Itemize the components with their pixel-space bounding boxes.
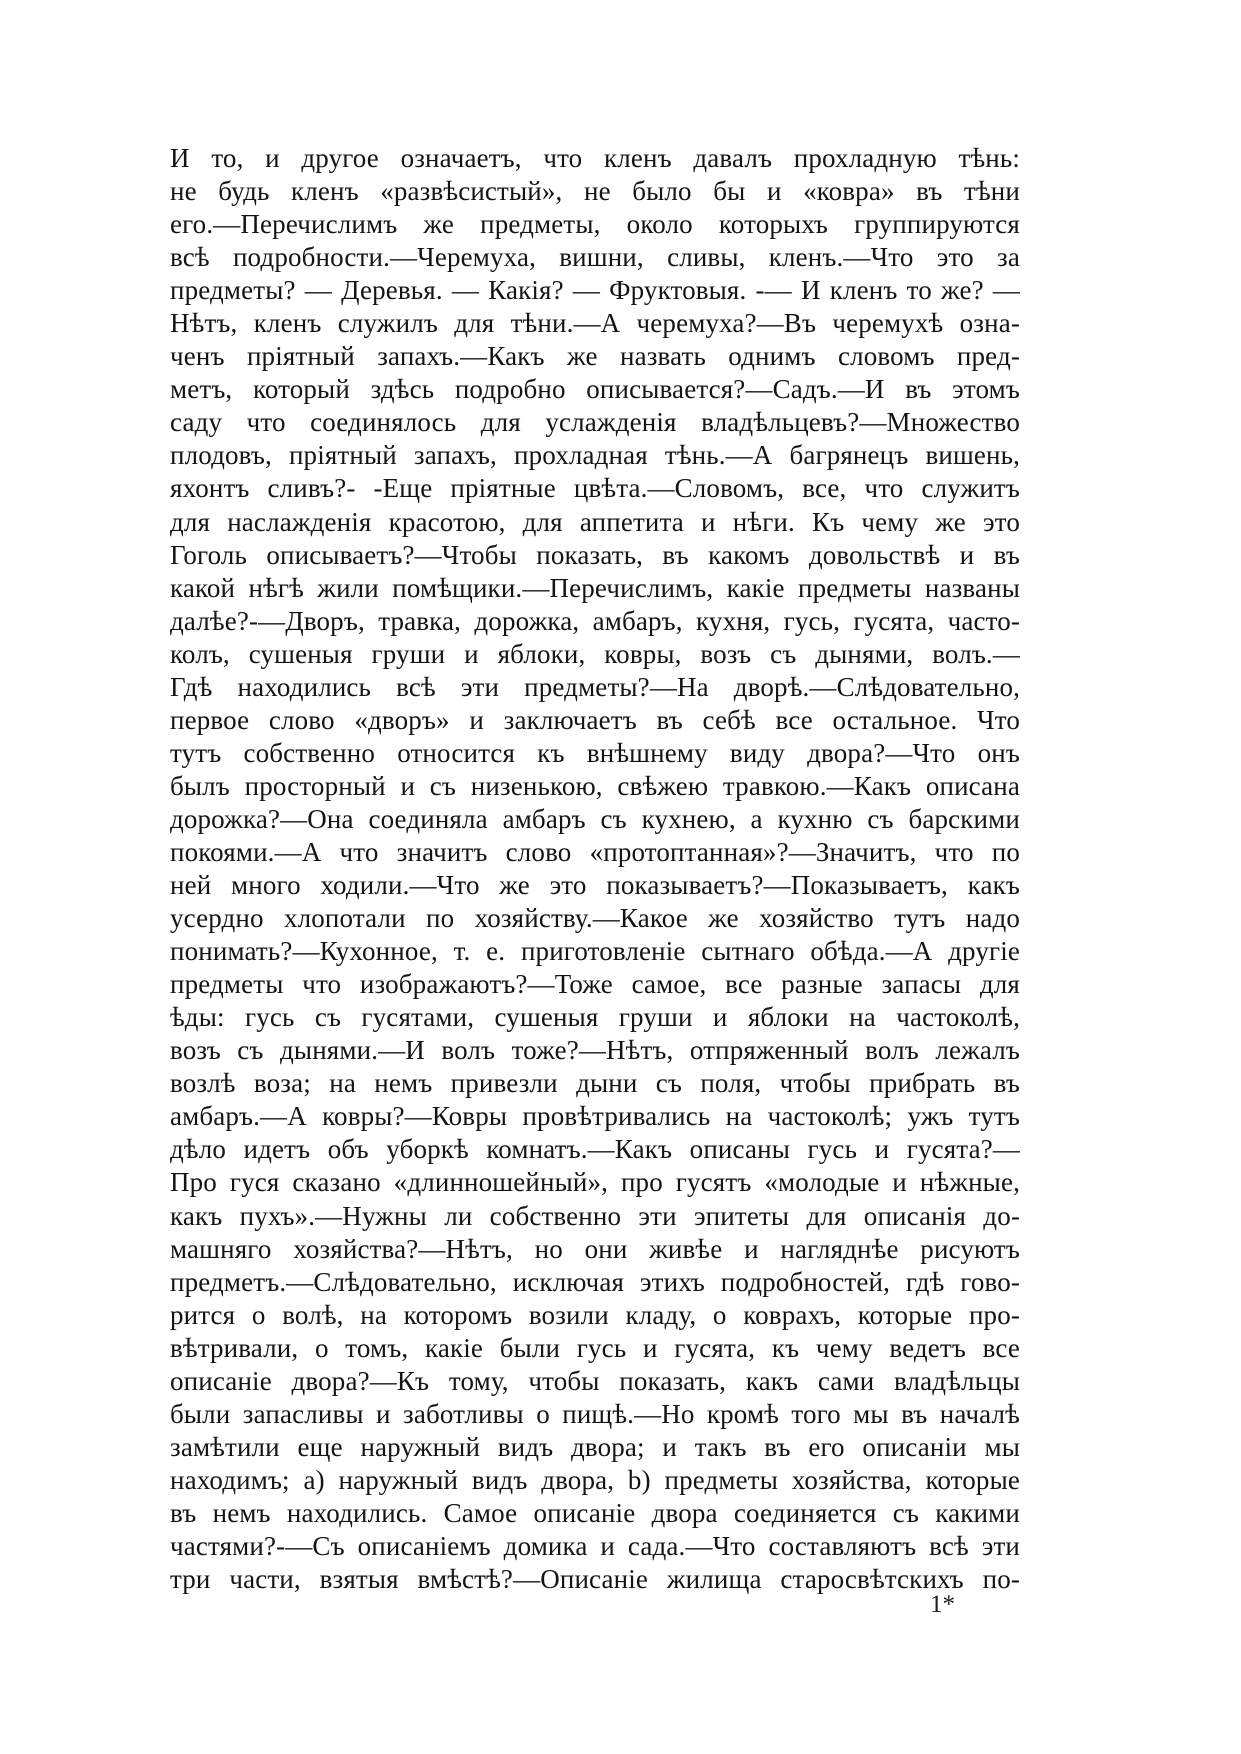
text-line-28: возъ съ дынями.—И волъ тоже?—Нѣтъ, отпряженный волъ лежалъ [170, 1035, 1020, 1066]
text-line-7: ченъ пріятный запахъ.—Какъ же назвать однимъ словомъ пред- [170, 341, 1020, 372]
text-line-17: Гдѣ находились всѣ эти предметы?—На дворѣ.—Слѣдовательно, [170, 671, 1020, 702]
text-line-40: замѣтили еще наружный видъ двора; и такъ въ его описаніи мы [170, 1431, 1020, 1462]
text-line-32: Про гуся сказано «длинношейный», про гусятъ «молодые и нѣжные, [170, 1167, 1020, 1198]
text-line-18: первое слово «дворъ» и заключаетъ въ себѣ все остальное. Что [170, 704, 1020, 735]
text-line-42: въ немъ находились. Самое описаніе двора соединяется съ какими [170, 1497, 1020, 1528]
text-line-41: находимъ; а) наружный видъ двора, b) предметы хозяйства, которые [170, 1464, 1020, 1495]
text-line-2: не будь кленъ «развѣсистый», не было бы и «ковра» въ тѣни [170, 176, 1020, 207]
text-line-27: ѣды: гусь съ гусятами, сушеныя груши и яблоки на частоколѣ, [170, 1002, 1020, 1033]
text-line-26: предметы что изображаютъ?—Тоже самое, все разные запасы для [170, 969, 1020, 1000]
text-line-13: Гоголь описываетъ?—Чтобы показать, въ какомъ довольствѣ и въ [170, 539, 1020, 570]
text-line-33: какъ пухъ».—Нужны ли собственно эти эпитеты для описанія до- [170, 1200, 1020, 1231]
text-line-21: дорожка?—Она соединяла амбаръ съ кухнею, а кухню съ барскими [170, 803, 1020, 834]
text-line-35: предметъ.—Слѣдовательно, исключая этихъ подробностей, гдѣ гово- [170, 1266, 1020, 1297]
text-line-43: частями?-—Съ описаніемъ домика и сада.—Что составляютъ всѣ эти [170, 1530, 1020, 1561]
text-line-16: колъ, сушеныя груши и яблоки, ковры, возъ съ дынями, волъ.— [170, 638, 1020, 669]
text-line-37: вѣтривали, о томъ, какіе были гусь и гусята, къ чему ведетъ все [170, 1332, 1020, 1363]
text-line-3: его.—Перечислимъ же предметы, около которыхъ группируются [170, 209, 1020, 240]
text-line-14: какой нѣгѣ жили помѣщики.—Перечислимъ, какіе предметы названы [170, 572, 1020, 603]
text-line-1: И то, и другое означаетъ, что кленъ давалъ прохладную тѣнь: [170, 143, 1020, 173]
text-line-34: машняго хозяйства?—Нѣтъ, но они живѣе и нагляднѣе рисуютъ [170, 1233, 1020, 1264]
text-line-30: амбаръ.—А ковры?—Ковры провѣтривались на частоколѣ; ужъ тутъ [170, 1101, 1020, 1132]
text-line-5: предметы? — Деревья. — Какія? — Фруктовыя. -— И кленъ то же? — [170, 275, 1020, 306]
text-line-15: далѣе?-—Дворъ, травка, дорожка, амбаръ, кухня, гусь, гусята, часто- [170, 605, 1020, 636]
text-line-11: яхонтъ сливъ?- -Еще пріятные цвѣта.—Словомъ, все, что служитъ [170, 473, 1020, 504]
text-line-19: тутъ собственно относится къ внѣшнему виду двора?—Что онъ [170, 737, 1020, 768]
text-line-6: Нѣтъ, кленъ служилъ для тѣни.—А черемуха?—Въ черемухѣ озна- [170, 308, 1020, 339]
body-text [170, 142, 1020, 1596]
text-line-29: возлѣ воза; на немъ привезли дыни съ поля, чтобы прибрать въ [170, 1068, 1020, 1099]
text-line-22: покоями.—А что значитъ слово «протоптанная»?—Значитъ, что по [170, 836, 1020, 867]
text-line-8: метъ, который здѣсь подробно описывается?—Садъ.—И въ этомъ [170, 374, 1020, 405]
text-line-24: усердно хлопотали по хозяйству.—Какое же хозяйство тутъ надо [170, 903, 1020, 934]
text-line-39: были запасливы и заботливы о пищѣ.—Но кромѣ того мы въ началѣ [170, 1398, 1020, 1429]
text-line-31: дѣло идетъ объ уборкѣ комнатъ.—Какъ описаны гусь и гусята?— [170, 1134, 1020, 1165]
text-line-23: ней много ходили.—Что же это показываетъ?—Показываетъ, какъ [170, 870, 1020, 901]
text-line-12: для наслажденія красотою, для аппетита и нѣги. Къ чему же это [170, 506, 1020, 537]
text-line-10: плодовъ, пріятный запахъ, прохладная тѣнь.—А багрянецъ вишень, [170, 440, 1020, 471]
text-line-4: всѣ подробности.—Черемуха, вишни, сливы, кленъ.—Что это за [170, 242, 1020, 273]
signature-mark: 1* [930, 1591, 955, 1618]
text-line-44: три части, взятыя вмѣстѣ?—Описаніе жилища старосвѣтскихъ по- [170, 1564, 1020, 1595]
text-line-36: рится о волѣ, на которомъ возили кладу, о коврахъ, которые про- [170, 1299, 1020, 1330]
text-line-38: описаніе двора?—Къ тому, чтобы показать, какъ сами владѣльцы [170, 1365, 1020, 1396]
text-line-25: понимать?—Кухонное, т. е. приготовленіе сытнаго обѣда.—А другіе [170, 936, 1020, 967]
text-line-9: саду что соединялось для услажденія владѣльцевъ?—Множество [170, 407, 1020, 438]
text-line-20: былъ просторный и съ низенькою, свѣжею травкою.—Какъ описана [170, 770, 1020, 801]
